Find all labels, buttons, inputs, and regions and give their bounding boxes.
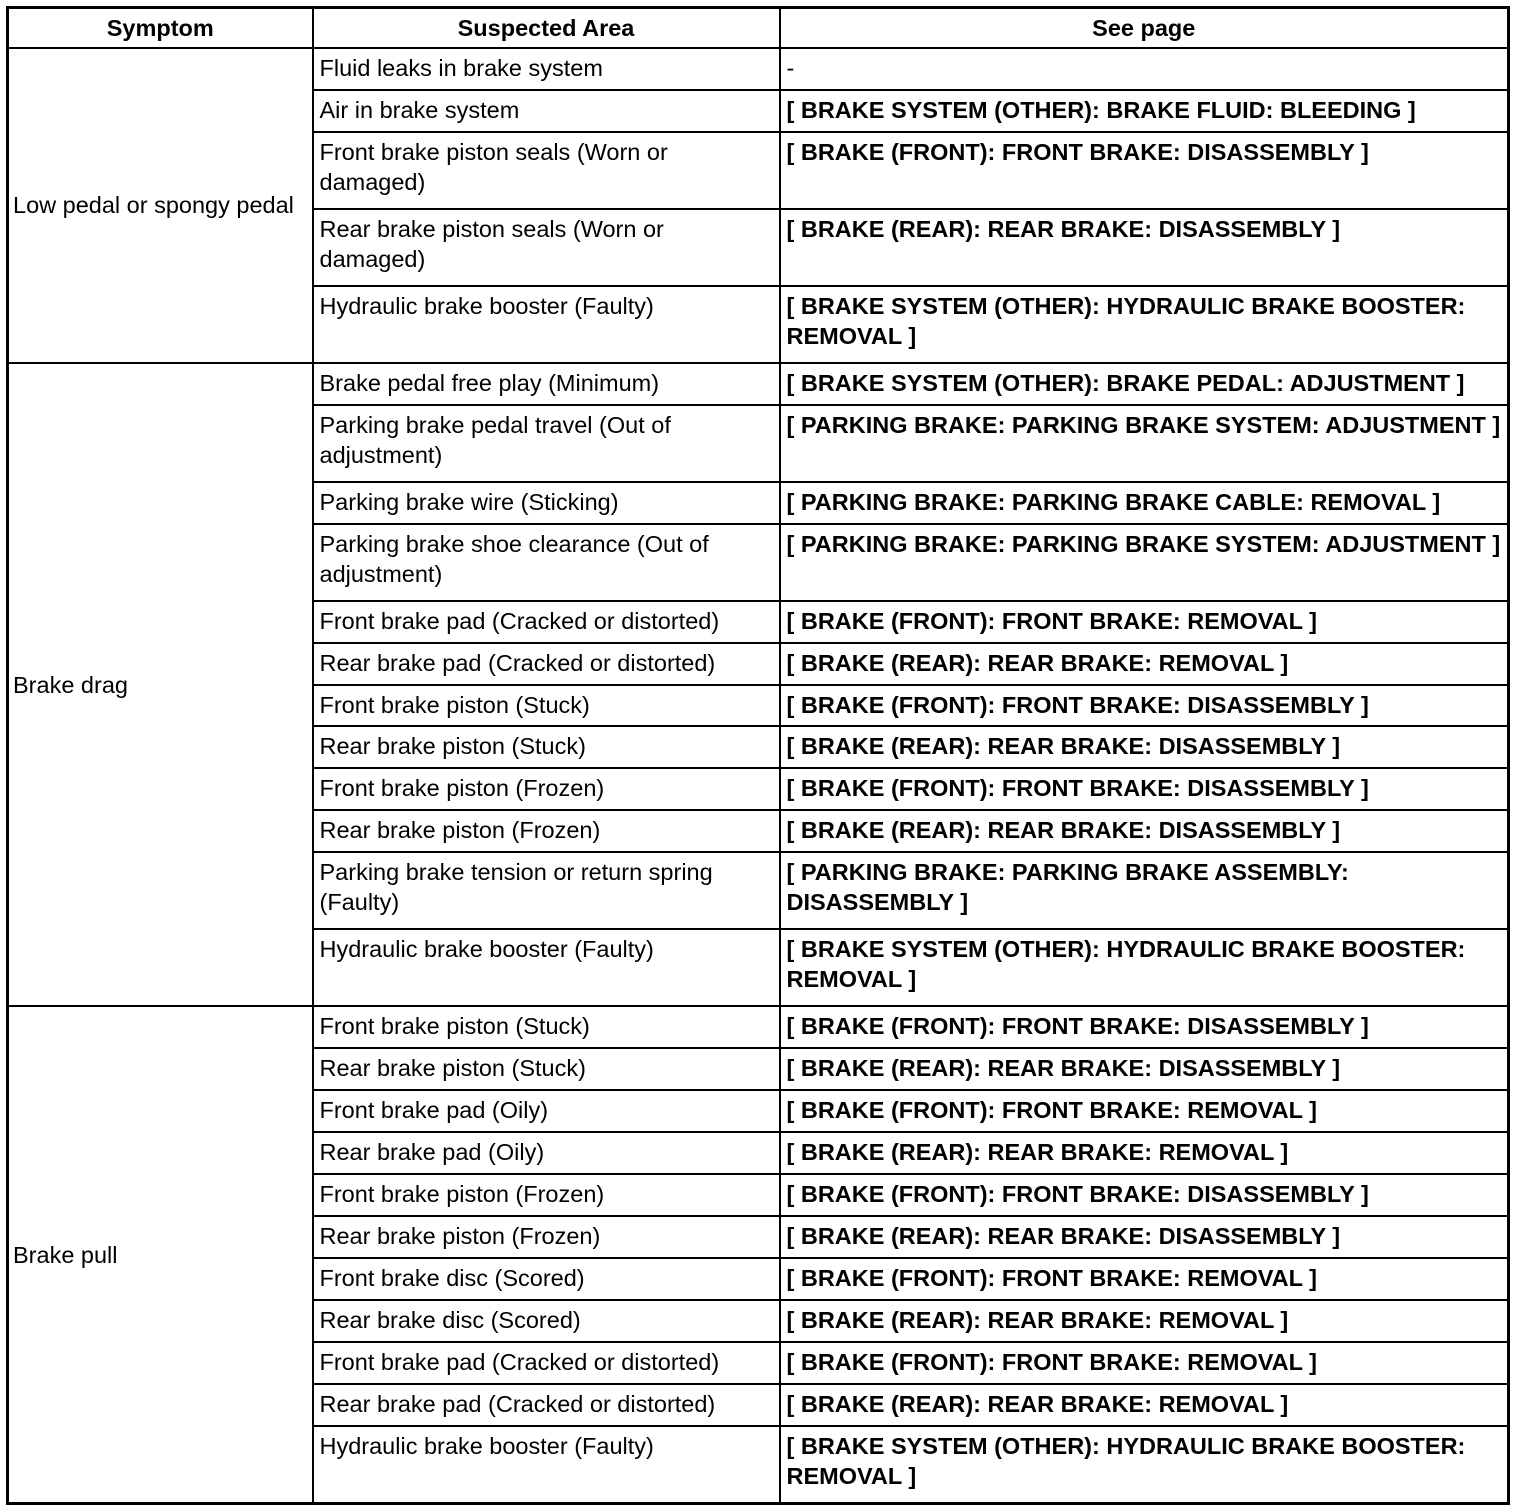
see-page-cell: [ BRAKE (FRONT): FRONT BRAKE: DISASSEMBLY ] — [780, 132, 1509, 209]
troubleshooting-table — [6, 6, 1510, 1505]
suspected-area-cell: Rear brake piston (Stuck) — [313, 726, 780, 768]
suspected-area-cell: Parking brake shoe clearance (Out of adjustment) — [313, 524, 780, 601]
see-page-cell: [ PARKING BRAKE: PARKING BRAKE SYSTEM: ADJUSTMENT ] — [780, 405, 1509, 482]
see-page-cell: [ BRAKE (FRONT): FRONT BRAKE: REMOVAL ] — [780, 1090, 1509, 1132]
see-page-cell: [ PARKING BRAKE: PARKING BRAKE SYSTEM: ADJUSTMENT ] — [780, 524, 1509, 601]
see-page-cell: [ BRAKE (REAR): REAR BRAKE: DISASSEMBLY ] — [780, 209, 1509, 286]
see-page-cell: [ BRAKE (REAR): REAR BRAKE: DISASSEMBLY ] — [780, 1048, 1509, 1090]
header-row — [8, 8, 1509, 49]
symptom-cell: Brake drag — [8, 363, 313, 1007]
see-page-cell: [ BRAKE (FRONT): FRONT BRAKE: DISASSEMBLY ] — [780, 685, 1509, 727]
see-page-cell: [ BRAKE SYSTEM (OTHER): HYDRAULIC BRAKE BOOSTER: REMOVAL ] — [780, 1426, 1509, 1504]
header-see-page: See page — [780, 8, 1509, 49]
see-page-cell: [ BRAKE SYSTEM (OTHER): HYDRAULIC BRAKE BOOSTER: REMOVAL ] — [780, 929, 1509, 1006]
suspected-area-cell: Front brake piston (Frozen) — [313, 1174, 780, 1216]
suspected-area-cell: Air in brake system — [313, 90, 780, 132]
suspected-area-cell: Parking brake wire (Sticking) — [313, 482, 780, 524]
suspected-area-cell: Front brake pad (Cracked or distorted) — [313, 1342, 780, 1384]
suspected-area-cell: Front brake piston seals (Worn or damaged) — [313, 132, 780, 209]
suspected-area-cell: Parking brake tension or return spring (Faulty) — [313, 852, 780, 929]
see-page-cell: [ BRAKE (REAR): REAR BRAKE: REMOVAL ] — [780, 643, 1509, 685]
suspected-area-cell: Parking brake pedal travel (Out of adjustment) — [313, 405, 780, 482]
symptom-cell: Brake pull — [8, 1006, 313, 1503]
suspected-area-cell: Front brake disc (Scored) — [313, 1258, 780, 1300]
see-page-cell: [ BRAKE (REAR): REAR BRAKE: DISASSEMBLY ] — [780, 726, 1509, 768]
suspected-area-cell: Rear brake pad (Cracked or distorted) — [313, 1384, 780, 1426]
symptom-cell: Low pedal or spongy pedal — [8, 48, 313, 363]
see-page-cell: [ BRAKE (REAR): REAR BRAKE: REMOVAL ] — [780, 1300, 1509, 1342]
see-page-cell: [ BRAKE SYSTEM (OTHER): HYDRAULIC BRAKE BOOSTER: REMOVAL ] — [780, 286, 1509, 363]
suspected-area-cell: Brake pedal free play (Minimum) — [313, 363, 780, 405]
table-body — [8, 48, 1509, 1504]
see-page-cell: [ BRAKE (FRONT): FRONT BRAKE: REMOVAL ] — [780, 601, 1509, 643]
see-page-cell: [ BRAKE (REAR): REAR BRAKE: DISASSEMBLY ] — [780, 1216, 1509, 1258]
suspected-area-cell: Fluid leaks in brake system — [313, 48, 780, 90]
see-page-cell: [ BRAKE (REAR): REAR BRAKE: DISASSEMBLY ] — [780, 810, 1509, 852]
see-page-cell: [ PARKING BRAKE: PARKING BRAKE CABLE: REMOVAL ] — [780, 482, 1509, 524]
see-page-cell: [ BRAKE (FRONT): FRONT BRAKE: DISASSEMBLY ] — [780, 1006, 1509, 1048]
suspected-area-cell: Front brake piston (Stuck) — [313, 1006, 780, 1048]
suspected-area-cell: Rear brake piston (Frozen) — [313, 1216, 780, 1258]
see-page-cell: [ BRAKE (REAR): REAR BRAKE: REMOVAL ] — [780, 1132, 1509, 1174]
suspected-area-cell: Front brake pad (Cracked or distorted) — [313, 601, 780, 643]
see-page-cell: [ BRAKE (FRONT): FRONT BRAKE: DISASSEMBLY ] — [780, 1174, 1509, 1216]
see-page-cell: [ BRAKE (FRONT): FRONT BRAKE: REMOVAL ] — [780, 1342, 1509, 1384]
table-row — [8, 363, 1509, 405]
see-page-cell: [ BRAKE (FRONT): FRONT BRAKE: DISASSEMBLY ] — [780, 768, 1509, 810]
see-page-cell: - — [780, 48, 1509, 90]
see-page-cell: [ BRAKE (FRONT): FRONT BRAKE: REMOVAL ] — [780, 1258, 1509, 1300]
see-page-cell: [ PARKING BRAKE: PARKING BRAKE ASSEMBLY: DISASSEMBLY ] — [780, 852, 1509, 929]
table-row — [8, 1006, 1509, 1048]
see-page-cell: [ BRAKE SYSTEM (OTHER): BRAKE FLUID: BLEEDING ] — [780, 90, 1509, 132]
suspected-area-cell: Rear brake disc (Scored) — [313, 1300, 780, 1342]
suspected-area-cell: Front brake piston (Stuck) — [313, 685, 780, 727]
suspected-area-cell: Front brake piston (Frozen) — [313, 768, 780, 810]
suspected-area-cell: Hydraulic brake booster (Faulty) — [313, 1426, 780, 1504]
suspected-area-cell: Rear brake pad (Oily) — [313, 1132, 780, 1174]
suspected-area-cell: Rear brake piston seals (Worn or damaged) — [313, 209, 780, 286]
suspected-area-cell: Rear brake piston (Stuck) — [313, 1048, 780, 1090]
see-page-cell: [ BRAKE SYSTEM (OTHER): BRAKE PEDAL: ADJUSTMENT ] — [780, 363, 1509, 405]
header-suspected-area: Suspected Area — [313, 8, 780, 49]
suspected-area-cell: Hydraulic brake booster (Faulty) — [313, 929, 780, 1006]
see-page-cell: [ BRAKE (REAR): REAR BRAKE: REMOVAL ] — [780, 1384, 1509, 1426]
suspected-area-cell: Front brake pad (Oily) — [313, 1090, 780, 1132]
header-symptom: Symptom — [8, 8, 313, 49]
suspected-area-cell: Rear brake pad (Cracked or distorted) — [313, 643, 780, 685]
table-row — [8, 48, 1509, 90]
suspected-area-cell: Rear brake piston (Frozen) — [313, 810, 780, 852]
suspected-area-cell: Hydraulic brake booster (Faulty) — [313, 286, 780, 363]
